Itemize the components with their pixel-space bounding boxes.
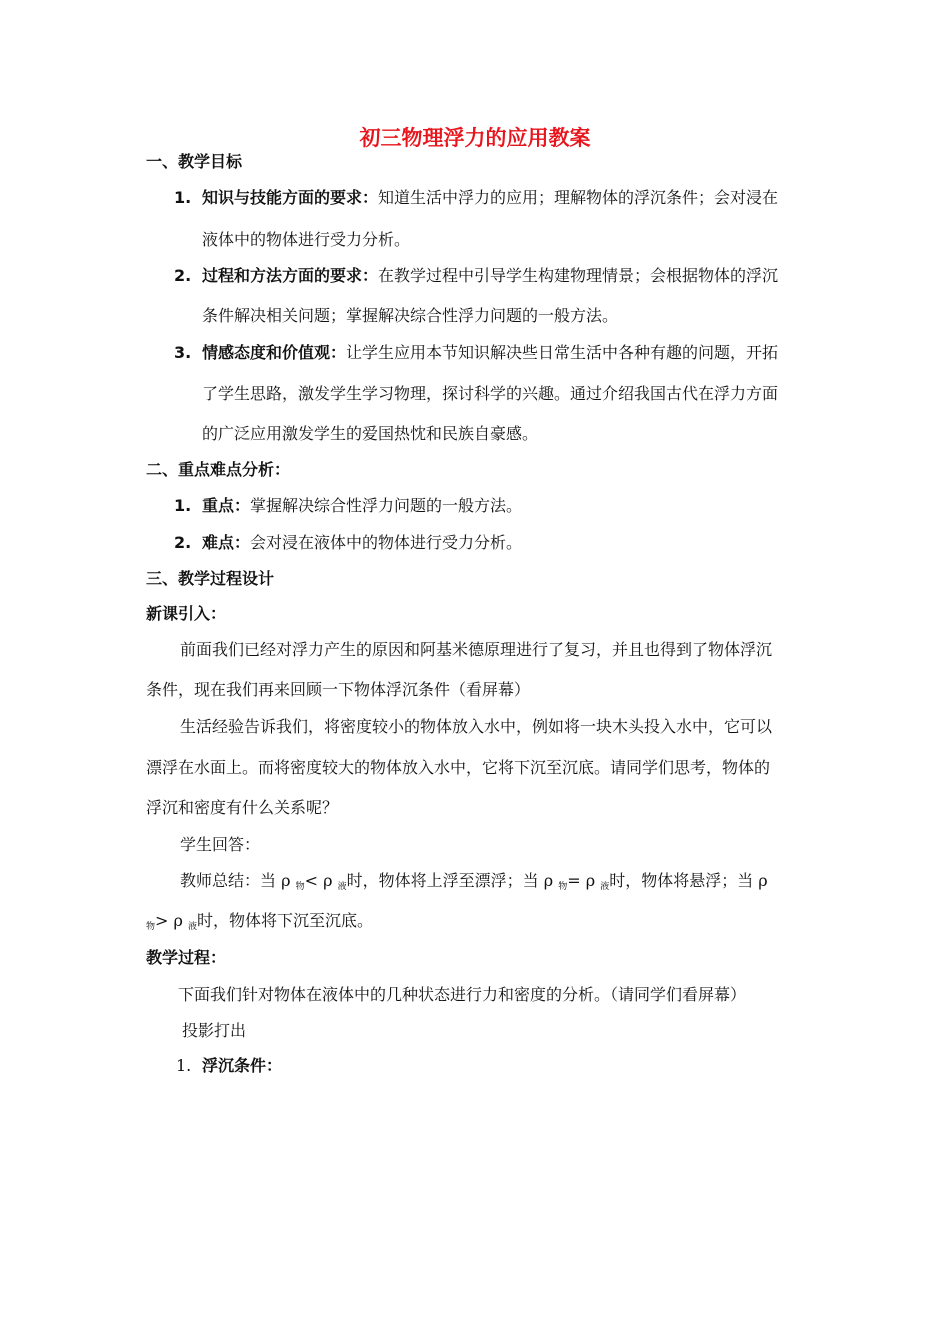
objective-item-3-cont2: 的广泛应用激发学生的爱国热忱和民族自豪感。: [202, 424, 539, 443]
key-point-item-1: [174, 494, 522, 518]
subscript-object: 物: [295, 882, 305, 892]
objective-item-1: [174, 186, 778, 210]
summary-text: 教师总结：当 ρ: [180, 871, 296, 890]
paragraph-4: 投影打出: [182, 1021, 247, 1040]
summary-text: < ρ: [304, 871, 338, 890]
subscript-liquid: 液: [600, 882, 610, 892]
student-answer: 学生回答：: [180, 835, 261, 854]
item-text: 在教学过程中引导学生构建物理情景；会根据物体的浮沉: [378, 266, 779, 285]
paragraph-2-line-2: 漂浮在水面上。而将密度较大的物体放入水中，它将下沉至沉底。请同学们思考，物体的: [146, 758, 771, 777]
subscript-object: 物: [146, 922, 156, 932]
paragraph-1-line-1: 前面我们已经对浮力产生的原因和阿基米德原理进行了复习，并且也得到了物体浮沉: [180, 640, 773, 659]
summary-text: 时，物体将悬浮；当 ρ: [609, 871, 768, 890]
objective-item-2-cont: 条件解决相关问题；掌握解决综合性浮力问题的一般方法。: [202, 306, 619, 325]
item-text: 知道生活中浮力的应用；理解物体的浮沉条件；会对浸在: [378, 188, 779, 207]
summary-text: 时，物体将下沉至沉底。: [197, 911, 374, 930]
summary-text: 时，物体将上浮至漂浮；当 ρ: [346, 871, 559, 890]
list-number: 2.: [174, 533, 192, 552]
list-number: 1.: [174, 496, 192, 515]
list-number: 2.: [174, 266, 192, 285]
subheading-intro: 新课引入：: [146, 604, 227, 623]
objective-item-3: [174, 341, 778, 365]
item-label: 知识与技能方面的要求：: [202, 188, 379, 207]
item-text: 让学生应用本节知识解决些日常生活中各种有趣的问题，开拓: [346, 343, 779, 362]
item-label: 情感态度和价值观：: [202, 343, 347, 362]
key-point-item-2: [174, 531, 522, 555]
section-heading-objectives: 一、教学目标: [146, 152, 243, 171]
item-label: 难点：: [202, 533, 251, 552]
list-number: 1.: [174, 188, 192, 207]
list-number: 3.: [174, 343, 192, 362]
summary-text: > ρ: [155, 911, 188, 930]
process-item-1: [176, 1054, 282, 1078]
paragraph-1-line-2: 条件，现在我们再来回顾一下物体浮沉条件（看屏幕）: [146, 680, 531, 699]
document-title: 初三物理浮力的应用教案: [359, 126, 591, 150]
paragraph-2-line-3: 浮沉和密度有什么关系呢？: [146, 798, 339, 817]
item-label: 浮沉条件：: [202, 1056, 283, 1075]
teacher-summary-cont: [146, 909, 373, 939]
list-number: 1.: [176, 1056, 192, 1075]
paragraph-2-line-1: 生活经验告诉我们，将密度较小的物体放入水中，例如将一块木头投入水中，它可以: [180, 717, 773, 736]
subscript-liquid: 液: [337, 882, 347, 892]
item-label: 重点：: [202, 496, 251, 515]
teacher-summary: [180, 869, 768, 899]
item-label: 过程和方法方面的要求：: [202, 266, 379, 285]
paragraph-3: 下面我们针对物体在液体中的几种状态进行力和密度的分析。（请同学们看屏幕）: [178, 985, 747, 1004]
objective-item-3-cont1: 了学生思路，激发学生学习物理，探讨科学的兴趣。通过介绍我国古代在浮力方面: [202, 384, 779, 403]
item-text: 会对浸在液体中的物体进行受力分析。: [250, 533, 523, 552]
objective-item-2: [174, 264, 778, 288]
item-text: 掌握解决综合性浮力问题的一般方法。: [250, 496, 523, 515]
objective-item-1-cont: 液体中的物体进行受力分析。: [202, 230, 411, 249]
section-heading-key-points: 二、重点难点分析：: [146, 460, 291, 479]
summary-text: = ρ: [567, 871, 601, 890]
subscript-liquid: 液: [188, 922, 198, 932]
subheading-teaching-process: 教学过程：: [146, 948, 227, 967]
subscript-object: 物: [558, 882, 568, 892]
section-heading-process-design: 三、教学过程设计: [146, 569, 275, 588]
